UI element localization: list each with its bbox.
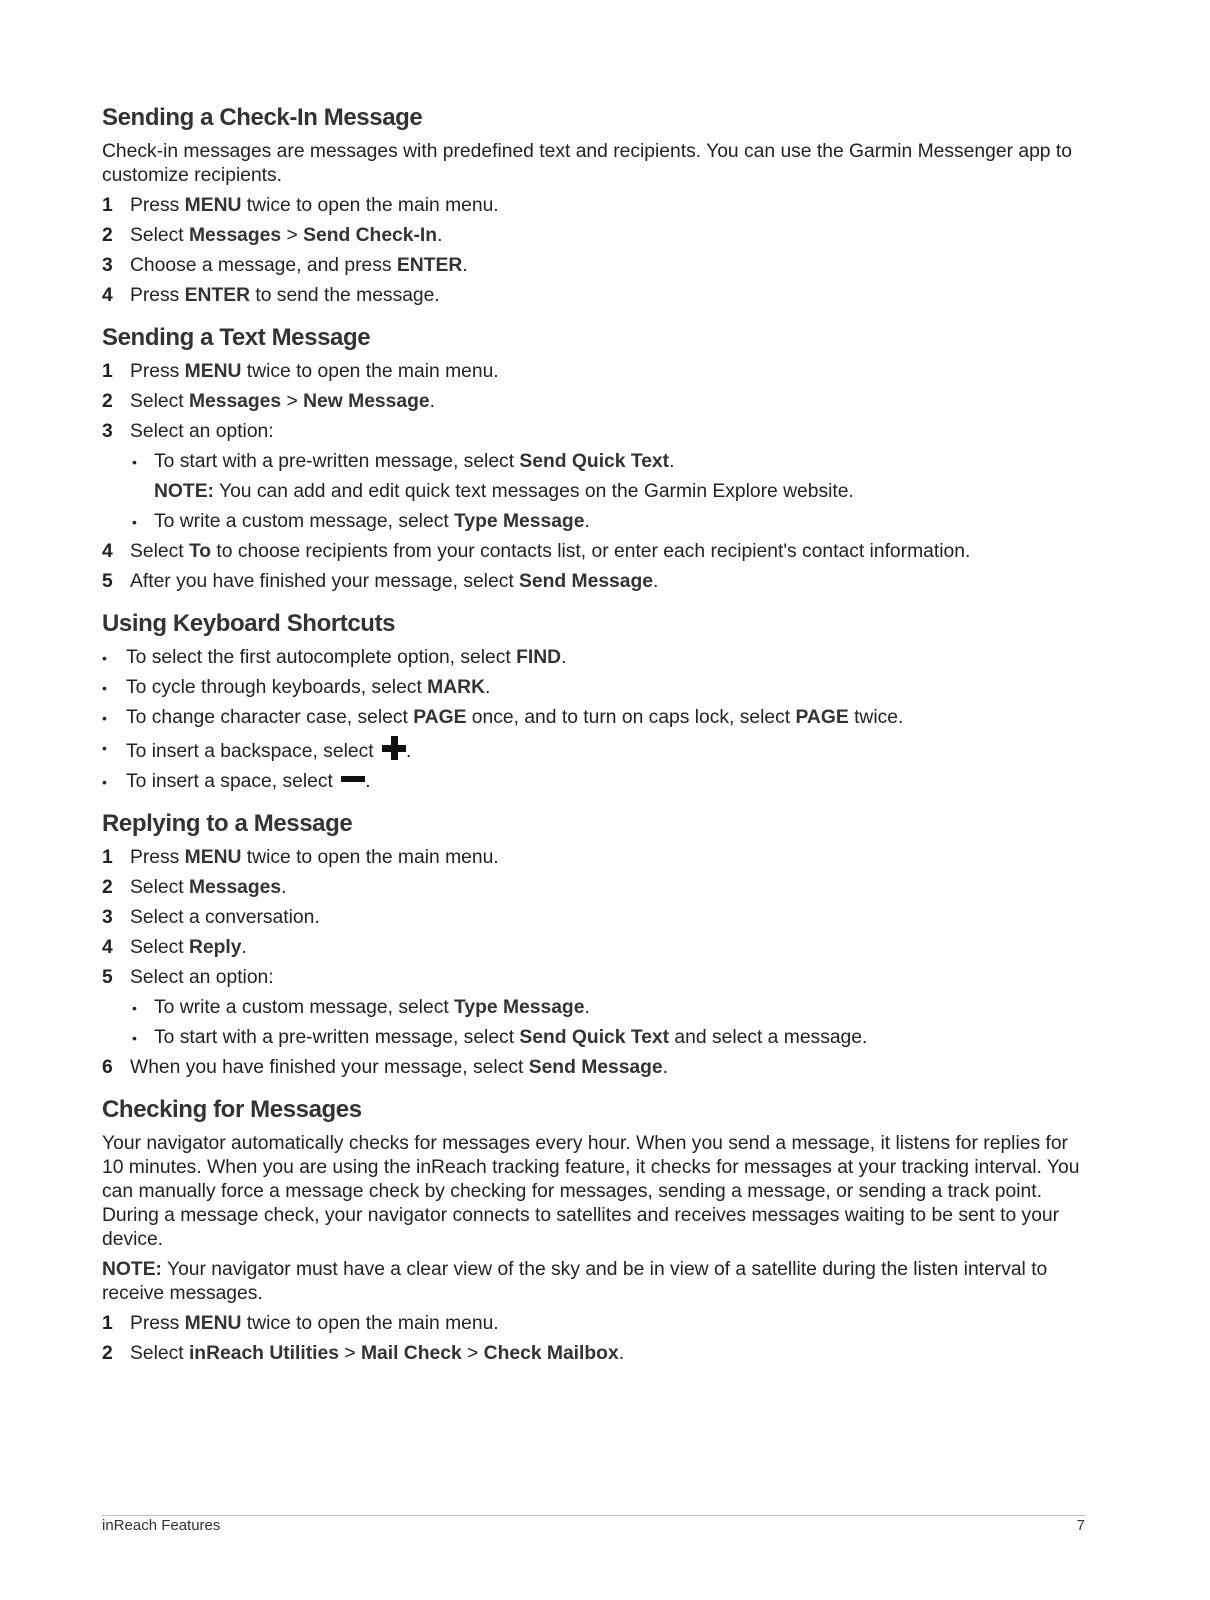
step-text: Choose a message, and press	[130, 255, 397, 276]
option-item	[130, 510, 1092, 534]
step-item	[102, 284, 1092, 308]
step-text: Select	[130, 391, 189, 412]
step-text: Select a conversation.	[130, 907, 320, 928]
menu-item-name: Send Message	[519, 571, 653, 592]
step-number: 4	[102, 937, 113, 958]
step-text: Select an option:	[130, 967, 274, 988]
menu-item-name: Send Quick Text	[519, 451, 670, 472]
item-text: To select the first autocomplete option, select	[126, 647, 517, 668]
step-item	[102, 966, 1092, 1050]
minus-icon	[341, 776, 365, 782]
step-number: 4	[102, 285, 113, 306]
step-number: 3	[102, 907, 113, 928]
item-text: To cycle through keyboards, select	[126, 677, 428, 698]
path-separator: >	[281, 225, 304, 246]
menu-item-name: Send Quick Text	[519, 1027, 670, 1048]
option-text: To start with a pre-written message, select	[154, 451, 520, 472]
item-text: .	[561, 647, 567, 668]
plus-icon	[382, 736, 406, 760]
step-text: Press	[130, 847, 185, 868]
step-text: Press	[130, 285, 185, 306]
key-name: MARK	[427, 677, 485, 698]
step-text: .	[662, 1057, 669, 1078]
section-heading: Replying to a Message	[102, 810, 353, 837]
step-number: 1	[102, 195, 113, 216]
step-item	[102, 876, 1092, 900]
step-number: 4	[102, 541, 113, 562]
step-item	[102, 390, 1092, 414]
step-text: .	[241, 937, 247, 958]
step-number: 6	[102, 1057, 113, 1078]
item-text: To change character case, select	[126, 707, 414, 728]
step-item	[102, 570, 1092, 594]
intro-paragraph: Check-in messages are messages with predefined text and recipients. You can use the Garmin Messenger app to customize recipients.	[102, 141, 1072, 186]
section-replying	[102, 810, 1092, 1080]
bullet: •	[132, 1000, 137, 1016]
key-name: PAGE	[795, 707, 849, 728]
step-item	[102, 540, 1092, 564]
bullet: •	[132, 454, 137, 470]
option-text: .	[584, 511, 590, 532]
path-separator: >	[338, 1343, 361, 1364]
bullet-item	[102, 736, 1092, 764]
key-name: MENU	[184, 361, 242, 382]
step-number: 2	[102, 1343, 113, 1364]
option-item	[130, 1026, 1092, 1050]
option-text: To write a custom message, select	[154, 997, 455, 1018]
step-text: Select an option:	[130, 421, 274, 442]
step-text: Press	[130, 195, 185, 216]
key-name: ENTER	[184, 285, 251, 306]
menu-item-name: Type Message	[454, 997, 585, 1018]
step-text: Select	[130, 937, 189, 958]
step-item	[102, 254, 1092, 278]
menu-item-name: Send Check-In	[303, 225, 438, 246]
key-name: PAGE	[413, 707, 467, 728]
step-item	[102, 1342, 1092, 1366]
page-content	[102, 104, 1092, 1382]
step-text: Select	[130, 541, 189, 562]
bullet: •	[102, 680, 107, 696]
step-item	[102, 194, 1092, 218]
step-text: to send the message.	[250, 285, 440, 306]
bullet-item	[102, 646, 1092, 670]
section-keyboard-shortcuts	[102, 610, 1092, 794]
step-text: .	[437, 225, 443, 246]
bullet-item	[102, 676, 1092, 700]
step-number: 1	[102, 1313, 113, 1334]
step-text: to choose recipients from your contacts list, or enter each recipient's contact information.	[211, 541, 971, 562]
menu-item-name: To	[188, 541, 212, 562]
note-text: You can add and edit quick text messages on the Garmin Explore website.	[213, 481, 854, 502]
section-heading: Checking for Messages	[102, 1096, 362, 1123]
option-list	[130, 450, 1092, 534]
option-item	[130, 996, 1092, 1020]
step-text: .	[281, 877, 287, 898]
path-separator: >	[461, 1343, 484, 1364]
step-item	[102, 420, 1092, 534]
bullet-item	[102, 770, 1092, 794]
step-text: Select	[130, 1343, 189, 1364]
menu-item-name: Messages	[188, 391, 282, 412]
option-text: To start with a pre-written message, select	[154, 1027, 520, 1048]
bullet: •	[102, 740, 107, 756]
bullet-list	[102, 646, 1092, 794]
key-name: ENTER	[396, 255, 463, 276]
item-text: twice.	[848, 707, 904, 728]
bullet: •	[102, 710, 107, 726]
key-name: MENU	[184, 195, 242, 216]
step-item	[102, 224, 1092, 248]
note-label: NOTE:	[154, 481, 214, 502]
note	[102, 1258, 1092, 1306]
step-text: .	[462, 255, 468, 276]
menu-item-name: Messages	[188, 877, 282, 898]
step-item	[102, 1056, 1092, 1080]
step-text: Press	[130, 1313, 185, 1334]
option-text: and select a message.	[669, 1027, 868, 1048]
step-item	[102, 846, 1092, 870]
key-name: FIND	[516, 647, 562, 668]
bullet: •	[102, 650, 107, 666]
step-item	[102, 360, 1092, 384]
step-text: When you have finished your message, select	[130, 1057, 529, 1078]
path-separator: >	[281, 391, 304, 412]
note	[154, 480, 1092, 504]
step-text: .	[618, 1343, 625, 1364]
step-number: 5	[102, 571, 113, 592]
section-check-in	[102, 104, 1092, 308]
step-number: 5	[102, 967, 113, 988]
option-text: .	[584, 997, 590, 1018]
item-text: once, and to turn on caps lock, select	[466, 707, 796, 728]
section-checking-messages	[102, 1096, 1092, 1366]
step-number: 3	[102, 421, 113, 442]
menu-item-name: New Message	[303, 391, 430, 412]
step-item	[102, 1312, 1092, 1336]
step-number: 3	[102, 255, 113, 276]
item-text: .	[405, 741, 412, 762]
section-heading: Sending a Check-In Message	[102, 104, 423, 131]
item-text: .	[485, 677, 491, 698]
section-heading: Using Keyboard Shortcuts	[102, 610, 396, 637]
step-text: Select	[130, 877, 189, 898]
item-text: To insert a space, select	[126, 771, 339, 792]
step-text: .	[429, 391, 435, 412]
option-text: To write a custom message, select	[154, 511, 455, 532]
menu-item-name: Send Message	[528, 1057, 663, 1078]
step-text: twice to open the main menu.	[241, 1313, 499, 1334]
step-text: Press	[130, 361, 185, 382]
bullet-item	[102, 706, 1092, 730]
step-text: .	[653, 571, 659, 592]
page-number: 7	[1076, 1517, 1085, 1534]
note-label: NOTE:	[102, 1259, 162, 1280]
step-number: 2	[102, 225, 113, 246]
step-number: 1	[102, 361, 113, 382]
menu-item-name: Mail Check	[360, 1343, 462, 1364]
step-text: Select	[130, 225, 189, 246]
bullet: •	[132, 514, 137, 530]
bullet: •	[102, 774, 107, 790]
section-text-message	[102, 324, 1092, 594]
bullet: •	[132, 1030, 137, 1046]
intro-paragraph: Your navigator automatically checks for messages every hour. When you send a message, it listens for replies for 10 minutes. When you are using the inReach tracking feature, it checks for messages at your tracking interval. You can manually force a message check by checking for messages, sending a message, or sending a track point. During a message check, your navigator connects to satellites and receives messages waiting to be sent to your device.	[102, 1133, 1080, 1250]
section-heading: Sending a Text Message	[102, 324, 371, 351]
footer-section-title: inReach Features	[102, 1517, 221, 1534]
option-item	[130, 450, 1092, 504]
menu-item-name: Check Mailbox	[483, 1343, 619, 1364]
step-number: 2	[102, 877, 113, 898]
item-text: .	[365, 771, 371, 792]
menu-item-name: Reply	[188, 937, 242, 958]
step-list	[102, 194, 1092, 308]
step-number: 1	[102, 847, 113, 868]
menu-item-name: Messages	[188, 225, 282, 246]
step-text: twice to open the main menu.	[241, 361, 499, 382]
step-text: After you have finished your message, select	[130, 571, 520, 592]
menu-item-name: inReach Utilities	[188, 1343, 339, 1364]
menu-item-name: Type Message	[454, 511, 585, 532]
footer-divider	[102, 1515, 1085, 1516]
step-list	[102, 846, 1092, 1080]
step-number: 2	[102, 391, 113, 412]
step-text: twice to open the main menu.	[241, 847, 499, 868]
option-text: .	[669, 451, 675, 472]
item-text: To insert a backspace, select	[126, 741, 379, 762]
step-item	[102, 936, 1092, 960]
note-text: Your navigator must have a clear view of the sky and be in view of a satellite during the listen interval to receive messages.	[102, 1259, 1048, 1304]
option-list	[130, 996, 1092, 1050]
step-text: twice to open the main menu.	[241, 195, 499, 216]
step-list	[102, 1312, 1092, 1366]
step-list	[102, 360, 1092, 594]
key-name: MENU	[184, 1313, 242, 1334]
key-name: MENU	[184, 847, 242, 868]
step-item	[102, 906, 1092, 930]
